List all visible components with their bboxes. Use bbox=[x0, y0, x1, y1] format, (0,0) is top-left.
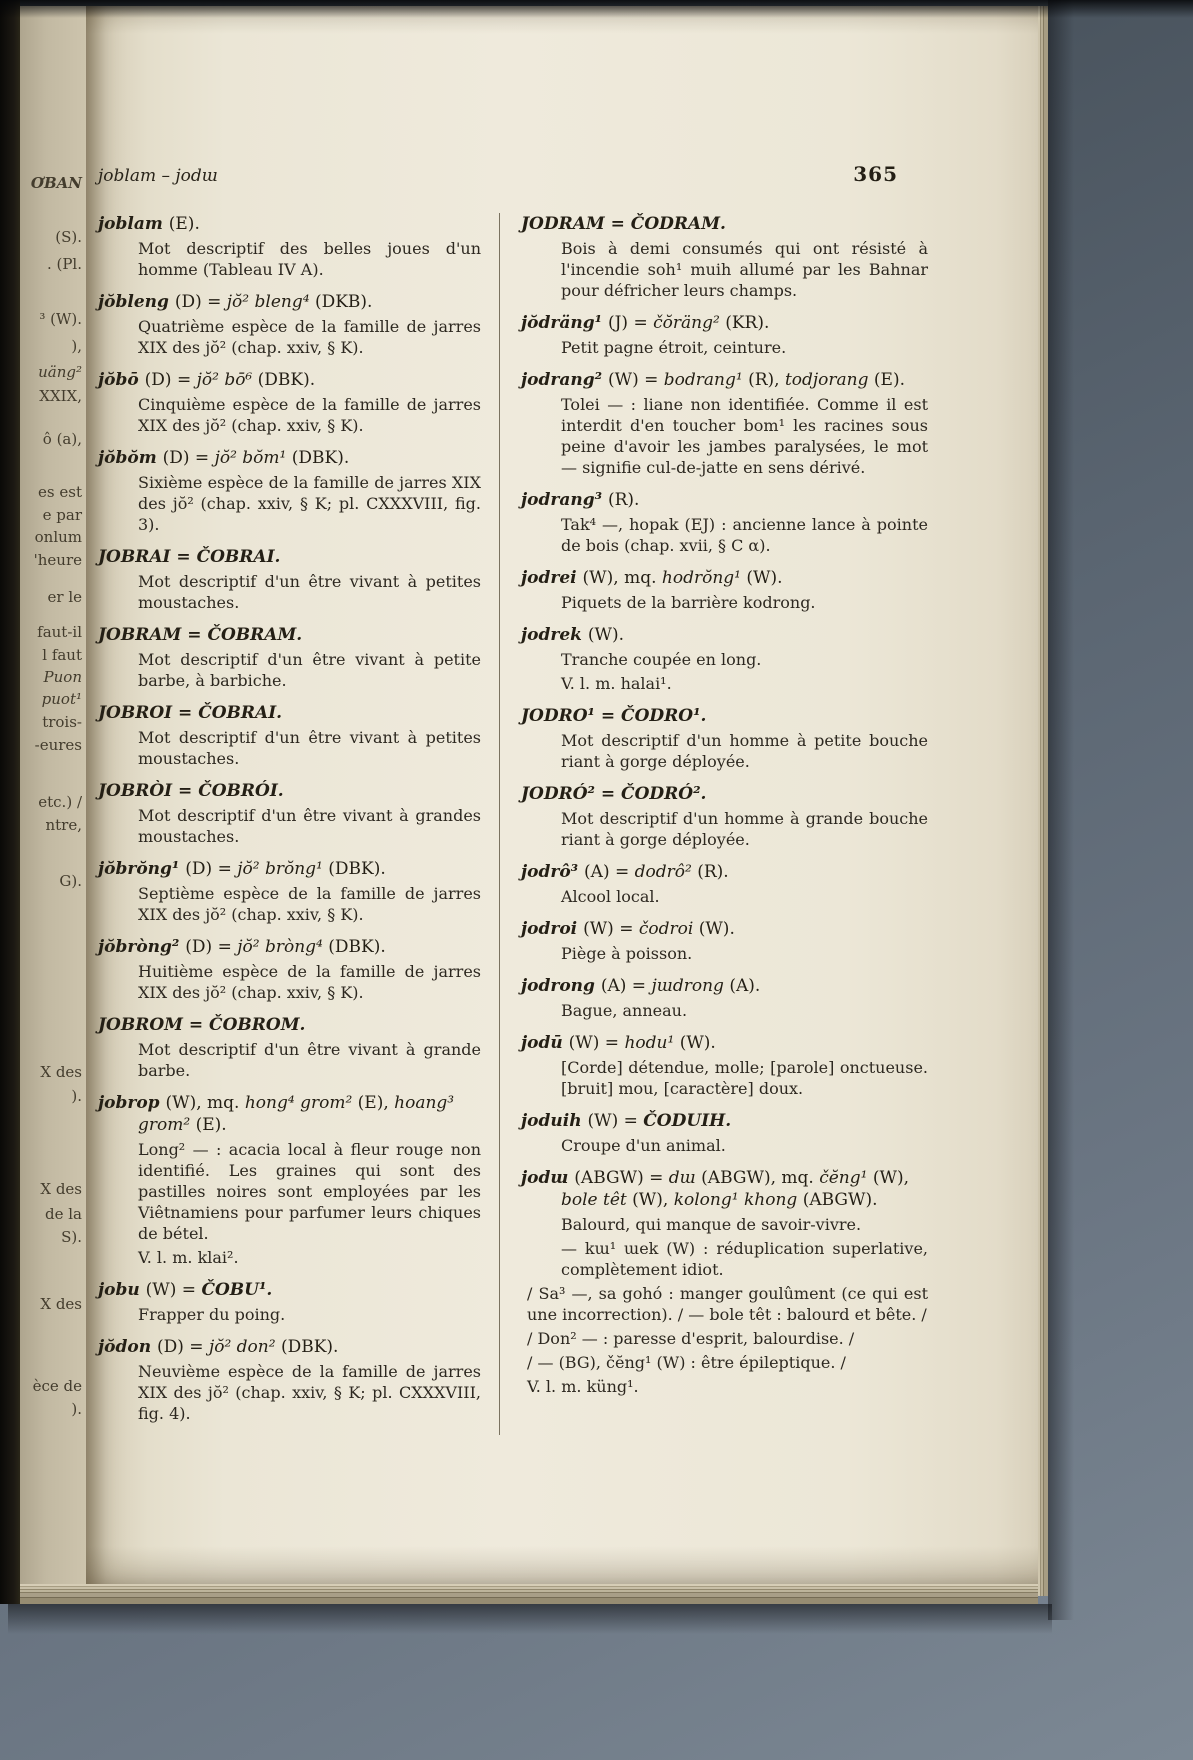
entry-headword bbox=[521, 783, 928, 805]
entry-definition: Mot descriptif d'un homme à petite bouche riant à gorge déployée. bbox=[561, 731, 928, 771]
headword-segment: dodrô² bbox=[634, 862, 698, 882]
spine-text-fragment: G). bbox=[59, 872, 82, 890]
entry-definition: [Corde] détendue, molle; [parole] onctueuse. [bruit] mou, [caractère] doux. bbox=[561, 1058, 928, 1098]
headword-segment: jodrong bbox=[521, 976, 601, 996]
entry-headword bbox=[98, 291, 481, 313]
spine-text-fragment: l faut bbox=[42, 646, 82, 664]
entry-headword bbox=[521, 624, 928, 646]
entry-definition: Huitième espèce de la famille de jarres XIX des jŏ² (chap. xxiv, § K). bbox=[138, 962, 481, 1002]
entry-definition: Croupe d'un animal. bbox=[561, 1136, 726, 1155]
entry-headword bbox=[521, 975, 928, 997]
dictionary-entry bbox=[521, 213, 928, 301]
spine-text-fragment: ), bbox=[71, 337, 82, 355]
headword-segment: čĕng¹ bbox=[819, 1168, 873, 1188]
entry-definition: Sixième espèce de la famille de jarres XIX des jŏ² (chap. xxiv, § K; pl. CXXXVIII, fig. 3). bbox=[138, 473, 481, 534]
entry-definition: Bois à demi consumés qui ont résisté à l'incendie soh¹ muih allumé par les Bahnar pour défricher leurs champs. bbox=[561, 239, 928, 300]
dictionary-entry bbox=[521, 312, 928, 358]
headword-segment: jŏbleng bbox=[98, 292, 175, 312]
entry-definition: Bague, anneau. bbox=[561, 1001, 688, 1020]
dictionary-entry bbox=[98, 1092, 481, 1268]
entry-definition: Mot descriptif d'un être vivant à petites moustaches. bbox=[138, 728, 481, 768]
dictionary-entry bbox=[98, 702, 481, 769]
headword-segment: (D) = bbox=[185, 859, 238, 879]
entry-headword bbox=[521, 567, 928, 589]
entry-definition: Piquets de la barrière kodrong. bbox=[561, 593, 816, 612]
entry-headword bbox=[98, 369, 481, 391]
spine-text-fragment: puot¹ bbox=[41, 690, 82, 708]
spine-text-fragment: trois- bbox=[42, 713, 82, 731]
headword-segment: JOBRAM = ČOBRAM. bbox=[98, 625, 303, 645]
headword-segment: (A) = bbox=[600, 976, 652, 996]
headword-segment: jŏbrŏng¹ bbox=[98, 859, 186, 879]
entry-headword bbox=[98, 780, 481, 802]
headword-segment: (ABGW), mq. bbox=[701, 1168, 820, 1188]
headword-segment: (W). bbox=[746, 568, 783, 588]
entry-headword bbox=[521, 369, 928, 391]
entry-headword bbox=[521, 918, 928, 940]
page-number: 365 bbox=[853, 162, 898, 186]
spine-text-fragment: ƠBAN bbox=[30, 174, 82, 192]
entry-headword bbox=[98, 624, 481, 646]
headword-segment: hoang³ grom² bbox=[138, 1093, 455, 1135]
headword-segment: todjorang bbox=[784, 370, 874, 390]
dictionary-entry bbox=[98, 213, 481, 280]
headword-segment: (W), mq. bbox=[165, 1093, 245, 1113]
spine-text-fragment: . (Pl. bbox=[46, 255, 82, 273]
headword-segment: (DBK). bbox=[328, 937, 386, 957]
entry-headword bbox=[521, 1032, 928, 1054]
entry-headword bbox=[98, 858, 481, 880]
entry-definition: Mot descriptif des belles joues d'un homme (Tableau IV A). bbox=[138, 239, 481, 279]
entry-definition: Mot descriptif d'un être vivant à petites moustaches. bbox=[138, 572, 481, 612]
headword-segment: jodrang³ bbox=[521, 490, 608, 510]
headword-segment: (D) = bbox=[185, 937, 238, 957]
headword-segment: dɯ bbox=[668, 1168, 702, 1188]
book-shadow-right bbox=[1048, 0, 1074, 1620]
headword-segment: jŏ² brŏng¹ bbox=[237, 859, 329, 879]
dictionary-entry bbox=[98, 1279, 481, 1325]
headword-segment: (DBK). bbox=[257, 370, 316, 390]
dictionary-entry bbox=[521, 975, 928, 1021]
headword-segment: (E). bbox=[195, 1115, 227, 1135]
headword-segment: jodroi bbox=[521, 919, 584, 939]
headword-segment: hodu¹ bbox=[624, 1033, 680, 1053]
entry-headword bbox=[98, 1014, 481, 1036]
headword-segment: (A). bbox=[729, 976, 761, 996]
headword-segment: (D) = bbox=[174, 292, 227, 312]
headword-segment: (W) = bbox=[607, 370, 664, 390]
headword-segment: joblam bbox=[98, 214, 169, 234]
page-header bbox=[96, 162, 928, 186]
headword-segment: (ABGW). bbox=[802, 1190, 878, 1210]
headword-segment: (W). bbox=[587, 625, 625, 645]
headword-segment: jodrek bbox=[521, 625, 588, 645]
headword-segment: (J) = bbox=[607, 313, 654, 333]
headword-segment: JOBROI = ČOBRAI. bbox=[98, 703, 283, 723]
headword-segment: ČODUIH. bbox=[643, 1111, 732, 1131]
dictionary-entry bbox=[98, 1014, 481, 1081]
headword-segment: (D) = bbox=[144, 370, 197, 390]
spine-text-fragment: onlum bbox=[34, 528, 82, 546]
headword-segment: (DBK). bbox=[328, 859, 386, 879]
spine-text-fragment: X des bbox=[40, 1063, 82, 1081]
dictionary-entry bbox=[98, 936, 481, 1003]
headword-segment: JOBRÒI = ČOBRÓI. bbox=[98, 781, 284, 801]
entry-definition: Tolei — : liane non identifiée. Comme il est interdit d'en toucher bom¹ les racines sous peine d'avoir les jambes paralysées, le mot — signifie cul-de-jatte en sens dérivé. bbox=[561, 395, 928, 477]
headword-segment: (R). bbox=[697, 862, 729, 882]
headword-segment: bodrang¹ bbox=[663, 370, 749, 390]
entry-headword bbox=[521, 1167, 928, 1211]
dictionary-entry bbox=[521, 861, 928, 907]
entry-definition: Neuvième espèce de la famille de jarres XIX des jŏ² (chap. xxiv, § K; pl. CXXXVIII, fig. 4). bbox=[138, 1362, 481, 1423]
entry-headword bbox=[521, 213, 928, 235]
entry-definition: Tranche coupée en long. bbox=[561, 650, 762, 669]
entry-headword bbox=[98, 447, 481, 469]
headword-segment: (W). bbox=[679, 1033, 716, 1053]
entry-definition: Mot descriptif d'un être vivant à grande barbe. bbox=[138, 1040, 481, 1080]
headword-segment: jŏ² don² bbox=[208, 1337, 281, 1357]
entry-definition: Quatrième espèce de la famille de jarres XIX des jŏ² (chap. xxiv, § K). bbox=[138, 317, 481, 357]
entry-definition: Petit pagne étroit, ceinture. bbox=[561, 338, 787, 357]
headword-segment: (W) = bbox=[583, 919, 639, 939]
spine-text-fragment: -eures bbox=[34, 736, 82, 754]
entry-headword bbox=[98, 936, 481, 958]
headword-segment: jŏ² bŏm¹ bbox=[214, 448, 292, 468]
dictionary-entry bbox=[521, 489, 928, 556]
headword-segment: (DBK). bbox=[291, 448, 350, 468]
headword-segment: jŏdon bbox=[98, 1337, 157, 1357]
entry-definition: V. l. m. klai². bbox=[138, 1248, 239, 1267]
headword-segment: kolong¹ khong bbox=[673, 1190, 803, 1210]
headword-segment: JODRAM = ČODRAM. bbox=[521, 214, 726, 234]
headword-segment: jŏbŏm bbox=[98, 448, 163, 468]
dictionary-page bbox=[86, 6, 1038, 1584]
headword-segment: (D) = bbox=[157, 1337, 209, 1357]
spine-text-fragment: X des bbox=[40, 1180, 82, 1198]
entry-definition: V. l. m. küng¹. bbox=[527, 1377, 639, 1396]
headword-segment: jodū bbox=[521, 1033, 569, 1053]
headword-segment: JODRO¹ = ČODRO¹. bbox=[521, 706, 707, 726]
headword-segment: JOBRAI = ČOBRAI. bbox=[98, 547, 281, 567]
dictionary-entry bbox=[98, 1336, 481, 1424]
book-shadow-bottom bbox=[8, 1604, 1052, 1634]
headword-segment: (A) = bbox=[584, 862, 635, 882]
spine-text-fragment: etc.) / bbox=[38, 793, 82, 811]
spine-text-fragment: faut-il bbox=[37, 623, 82, 641]
running-head: joblam – jodɯ bbox=[98, 166, 218, 186]
entry-definition: Mot descriptif d'un être vivant à petite barbe, à barbiche. bbox=[138, 650, 481, 690]
headword-segment: joduih bbox=[521, 1111, 588, 1131]
entry-definition: Long² — : acacia local à fleur rouge non identifié. Les graines qui sont des pastilles noires sont employées par les Viêtnamiens pour parfumer leurs chiques de bétel. bbox=[138, 1140, 481, 1243]
spine-text-fragment: ³ (W). bbox=[39, 310, 82, 328]
page-content bbox=[96, 162, 928, 1435]
headword-segment: jobu bbox=[98, 1280, 146, 1300]
spine-text-fragment: èce de bbox=[32, 1377, 82, 1395]
previous-page-edge bbox=[20, 6, 86, 1584]
entry-headword bbox=[98, 546, 481, 568]
spine-text-fragment: ntre, bbox=[45, 816, 82, 834]
entry-headword bbox=[98, 213, 481, 235]
entry-definition: Septième espèce de la famille de jarres XIX des jŏ² (chap. xxiv, § K). bbox=[138, 884, 481, 924]
entry-definition: — kɯ¹ ɯek (W) : réduplication superlative, complètement idiot. bbox=[561, 1239, 928, 1279]
headword-segment: (KR). bbox=[725, 313, 770, 333]
entry-definition: Tak⁴ —, hopak (EJ) : ancienne lance à pointe de bois (chap. xvii, § C α). bbox=[561, 515, 928, 555]
headword-segment: (R), bbox=[748, 370, 785, 390]
dictionary-entry bbox=[98, 447, 481, 535]
entry-definition: Mot descriptif d'un être vivant à grandes moustaches. bbox=[138, 806, 481, 846]
entry-headword bbox=[98, 1092, 481, 1136]
dictionary-entry bbox=[521, 624, 928, 694]
entry-headword bbox=[98, 1336, 481, 1358]
headword-segment: hodrŏng¹ bbox=[661, 568, 747, 588]
headword-segment: (W) = bbox=[587, 1111, 644, 1131]
entry-definition: Frapper du poing. bbox=[138, 1305, 286, 1324]
headword-segment: (W) = bbox=[145, 1280, 202, 1300]
headword-segment: (DKB). bbox=[314, 292, 373, 312]
headword-segment: jobrop bbox=[98, 1093, 166, 1113]
dictionary-entry bbox=[521, 567, 928, 613]
headword-segment: hong⁴ grom² bbox=[244, 1093, 358, 1113]
entry-headword bbox=[521, 312, 928, 334]
dictionary-entry bbox=[521, 369, 928, 478]
headword-segment: (DBK). bbox=[280, 1337, 339, 1357]
spine-text-fragment: XXIX, bbox=[39, 387, 82, 405]
dictionary-entry bbox=[98, 780, 481, 847]
spine-text-fragment: ). bbox=[71, 1400, 82, 1418]
dictionary-entry bbox=[98, 624, 481, 691]
right-column bbox=[499, 213, 928, 1435]
spine-text-fragment: de la bbox=[45, 1205, 82, 1223]
headword-segment: JODRÓ² = ČODRÓ². bbox=[521, 784, 707, 804]
book-spine bbox=[0, 0, 20, 1604]
dictionary-entry bbox=[98, 369, 481, 436]
photo-top-shadow bbox=[0, 0, 1193, 18]
headword-segment: (W), bbox=[632, 1190, 674, 1210]
dictionary-entry bbox=[521, 1110, 928, 1156]
spine-text-fragment: er le bbox=[47, 588, 82, 606]
headword-segment: čŏräng² bbox=[653, 313, 726, 333]
entry-headword bbox=[521, 1110, 928, 1132]
headword-segment: (E), bbox=[357, 1093, 395, 1113]
headword-segment: (W) = bbox=[568, 1033, 625, 1053]
spine-text-fragment: Puon bbox=[43, 668, 82, 686]
spine-text-fragment: 'heure bbox=[33, 551, 82, 569]
entry-headword bbox=[98, 1279, 481, 1301]
spine-text-fragment: (S). bbox=[55, 228, 82, 246]
headword-segment: bole têt bbox=[561, 1190, 633, 1210]
headword-segment: jɯdrong bbox=[651, 976, 730, 996]
entry-definition: Alcool local. bbox=[561, 887, 660, 906]
left-column bbox=[96, 213, 499, 1435]
headword-segment: (W), bbox=[872, 1168, 909, 1188]
entry-definition: Piège à poisson. bbox=[561, 944, 693, 963]
page-stack-bottom-edge bbox=[20, 1584, 1038, 1604]
spine-text-fragment: ). bbox=[71, 1087, 82, 1105]
headword-segment: čodroi bbox=[638, 919, 699, 939]
entry-definition: Cinquième espèce de la famille de jarres XIX des jŏ² (chap. xxiv, § K). bbox=[138, 395, 481, 435]
spine-text-fragment: uäng² bbox=[38, 363, 82, 381]
entry-definition: Balourd, qui manque de savoir-vivre. bbox=[561, 1215, 862, 1234]
entry-headword bbox=[521, 705, 928, 727]
dictionary-entry bbox=[98, 291, 481, 358]
spine-text-fragment: X des bbox=[40, 1295, 82, 1313]
dictionary-entry bbox=[98, 546, 481, 613]
text-columns bbox=[96, 213, 928, 1435]
headword-segment: ČOBU¹. bbox=[201, 1280, 273, 1300]
headword-segment: jŏ² bleng⁴ bbox=[226, 292, 315, 312]
headword-segment: (D) = bbox=[162, 448, 215, 468]
entry-definition: / — (BG), čĕng¹ (W) : être épileptique. / bbox=[527, 1353, 846, 1372]
dictionary-entry bbox=[521, 1167, 928, 1397]
headword-segment: jŏ² bō⁶ bbox=[196, 370, 258, 390]
entry-definition: Mot descriptif d'un homme à grande bouche riant à gorge déployée. bbox=[561, 809, 928, 849]
headword-segment: jŏbō bbox=[98, 370, 145, 390]
dictionary-entry bbox=[521, 783, 928, 850]
spine-text-fragment: ô (a), bbox=[42, 430, 82, 448]
spine-text-fragment: es est bbox=[38, 483, 82, 501]
entry-definition: / Sa³ —, sa gohó : manger goulûment (ce qui est une incorrection). / — bole têt : balourd et bête. / bbox=[527, 1284, 928, 1324]
headword-segment: JOBROM = ČOBROM. bbox=[98, 1015, 306, 1035]
headword-segment: (ABGW) = bbox=[574, 1168, 669, 1188]
page-stack-right-edge bbox=[1038, 6, 1048, 1596]
headword-segment: (E). bbox=[168, 214, 200, 234]
headword-segment: jŏdräng¹ bbox=[521, 313, 608, 333]
dictionary-entry bbox=[98, 858, 481, 925]
headword-segment: (W). bbox=[698, 919, 735, 939]
headword-segment: (E). bbox=[873, 370, 905, 390]
entry-headword bbox=[521, 489, 928, 511]
headword-segment: jodrei bbox=[521, 568, 583, 588]
headword-segment: jŏbròng² bbox=[98, 937, 186, 957]
headword-segment: (R). bbox=[607, 490, 640, 510]
headword-segment: (W), mq. bbox=[582, 568, 662, 588]
spine-text-fragment: e par bbox=[42, 506, 82, 524]
entry-headword bbox=[521, 861, 928, 883]
headword-segment: jodrô³ bbox=[521, 862, 585, 882]
dictionary-entry bbox=[521, 705, 928, 772]
entry-definition: / Don² — : paresse d'esprit, balourdise. / bbox=[527, 1329, 855, 1348]
dictionary-entry bbox=[521, 1032, 928, 1099]
headword-segment: jodɯ bbox=[521, 1168, 575, 1188]
headword-segment: jodrang² bbox=[521, 370, 608, 390]
spine-text-fragment: S). bbox=[61, 1228, 82, 1246]
headword-segment: jŏ² bròng⁴ bbox=[237, 937, 329, 957]
dictionary-entry bbox=[521, 918, 928, 964]
entry-headword bbox=[98, 702, 481, 724]
entry-definition: V. l. m. halai¹. bbox=[561, 674, 672, 693]
